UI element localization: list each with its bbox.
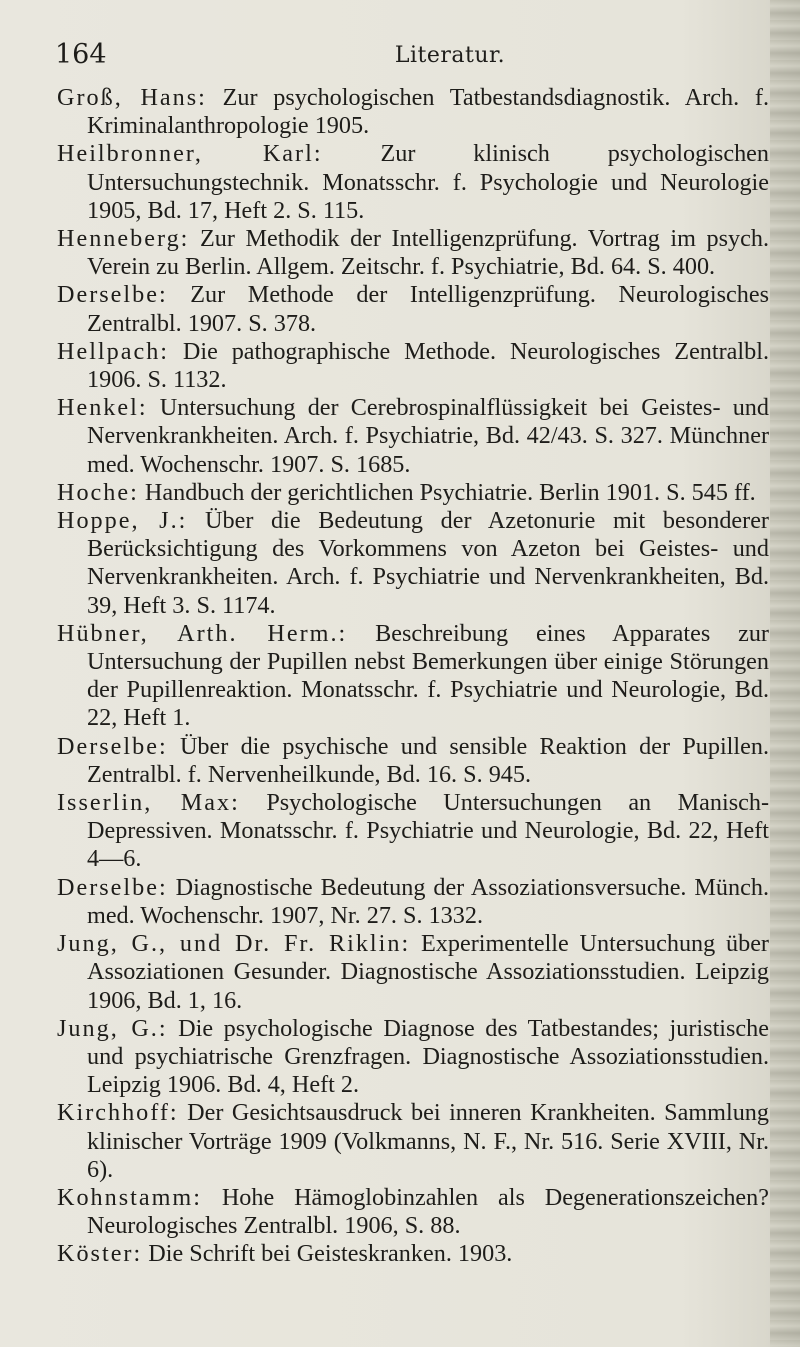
entry-text: Zur Methodik der Intelligenzprüfung. Vortrag im psych. Verein zu Berlin. Allgem. Zeitschr. f. Psychiatrie, Bd. 64. S. 400.: [87, 225, 769, 281]
entry-author: Groß, Hans:: [57, 84, 207, 111]
entry-author: Derselbe:: [57, 732, 168, 760]
entry-author: Hoche:: [57, 478, 139, 506]
entry-author: Jung, G., und Dr. Fr. Riklin:: [57, 930, 411, 958]
bibliography-entry: [57, 225, 769, 281]
bibliography-entry: [57, 620, 769, 733]
bibliography-entry: [57, 789, 769, 874]
running-head: Literatur.: [394, 43, 506, 68]
entry-text: Untersuchung der Cerebrospinalflüssigkeit bei Geistes- und Nervenkrankheiten. Arch. f. Psychiatrie, Bd. 42/43. S. 327. Münchner med. Wochenschr. 1907. S. 1685.: [87, 394, 769, 478]
bibliography-entry: [57, 1240, 769, 1268]
entry-text: Die Schrift bei Geisteskranken. 1903.: [142, 1240, 513, 1268]
entry-author: Kohnstamm:: [57, 1183, 202, 1211]
entry-text: Hohe Hämoglobinzahlen als Degenerationszeichen? Neurologisches Zentralbl. 1906, S. 88.: [87, 1183, 769, 1240]
entry-text: Über die Bedeutung der Azetonurie mit besonderer Berücksichtigung des Vorkommens von Azeton bei Geistes- und Nervenkrankheiten. Arch. f. Psychiatrie und Nervenkrankheiten, Bd. 39, Heft 3. S. 1174.: [87, 507, 769, 619]
entry-author: Henkel:: [57, 394, 148, 422]
bibliography-entry: [57, 281, 769, 337]
bibliography-entry: [57, 1099, 769, 1184]
bibliography-entry: [57, 140, 769, 225]
entry-text: Handbuch der gerichtlichen Psychiatrie. Berlin 1901. S. 545 ff.: [138, 478, 756, 506]
entry-author: Köster:: [57, 1240, 143, 1268]
page-edge: [770, 0, 800, 1347]
entry-author: Derselbe:: [57, 281, 168, 309]
page-number: 164: [55, 39, 107, 70]
entry-text: Der Gesichtsausdruck bei inneren Krankheiten. Sammlung klinischer Vorträge 1909 (Volkmanns, N. F., Nr. 516. Serie XVIII, Nr. 6).: [87, 1099, 769, 1183]
page-header: [55, 38, 755, 72]
bibliography-entry: [57, 479, 769, 507]
bibliography-entry: [57, 84, 769, 140]
entry-author: Hoppe, J.:: [57, 507, 188, 535]
entry-text: Zur klinisch psychologischen Untersuchungstechnik. Monatsschr. f. Psychologie und Neurologie 1905, Bd. 17, Heft 2. S. 115.: [87, 140, 769, 224]
bibliography-list: [57, 84, 769, 1269]
entry-text: Beschreibung eines Apparates zur Untersuchung der Pupillen nebst Bemerkungen über einige Störungen der Pupillenreaktion. Monatsschr. f. Psychiatrie und Neurologie, Bd. 22, Heft 1.: [87, 619, 769, 732]
entry-text: Zur Methode der Intelligenzprüfung. Neurologisches Zentralbl. 1907. S. 378.: [87, 281, 769, 337]
entry-author: Isserlin, Max:: [57, 789, 240, 817]
entry-text: Die psychologische Diagnose des Tatbestandes; juristische und psychiatrische Grenzfragen. Diagnostische Assoziationsstudien. Leipzig 1906. Bd. 4, Heft 2.: [87, 1014, 769, 1099]
entry-author: Derselbe:: [57, 873, 168, 901]
entry-author: Jung, G.:: [57, 1014, 168, 1042]
entry-text: Die pathographische Methode. Neurologisches Zentralbl. 1906. S. 1132.: [87, 337, 769, 394]
entry-text: Psychologische Untersuchungen an Manisch-Depressiven. Monatsschr. f. Psychiatrie und Neurologie, Bd. 22, Heft 4—6.: [87, 789, 769, 873]
bibliography-entry: [57, 874, 769, 930]
entry-author: Hellpach:: [57, 337, 170, 365]
entry-text: Diagnostische Bedeutung der Assoziationsversuche. Münch. med. Wochenschr. 1907, Nr. 27. S. 1332.: [87, 873, 769, 929]
entry-text: Über die psychische und sensible Reaktion der Pupillen. Zentralbl. f. Nervenheilkunde, Bd. 16. S. 945.: [87, 732, 769, 788]
bibliography-entry: [57, 1184, 769, 1240]
entry-text: Experimentelle Untersuchung über Assoziationen Gesunder. Diagnostische Assoziationsstudien. Leipzig 1906, Bd. 1, 16.: [87, 930, 769, 1014]
bibliography-entry: [57, 507, 769, 620]
entry-text: Zur psychologischen Tatbestandsdiagnostik. Arch. f. Kriminalanthropologie 1905.: [87, 84, 769, 140]
bibliography-entry: [57, 338, 769, 394]
bibliography-entry: [57, 733, 769, 789]
entry-author: Henneberg:: [57, 225, 190, 253]
entry-author: Heilbronner, Karl:: [57, 140, 323, 168]
entry-author: Hübner, Arth. Herm.:: [57, 619, 348, 647]
bibliography-entry: [57, 930, 769, 1015]
bibliography-entry: [57, 394, 769, 479]
entry-author: Kirchhoff:: [57, 1099, 179, 1127]
bibliography-entry: [57, 1015, 769, 1100]
